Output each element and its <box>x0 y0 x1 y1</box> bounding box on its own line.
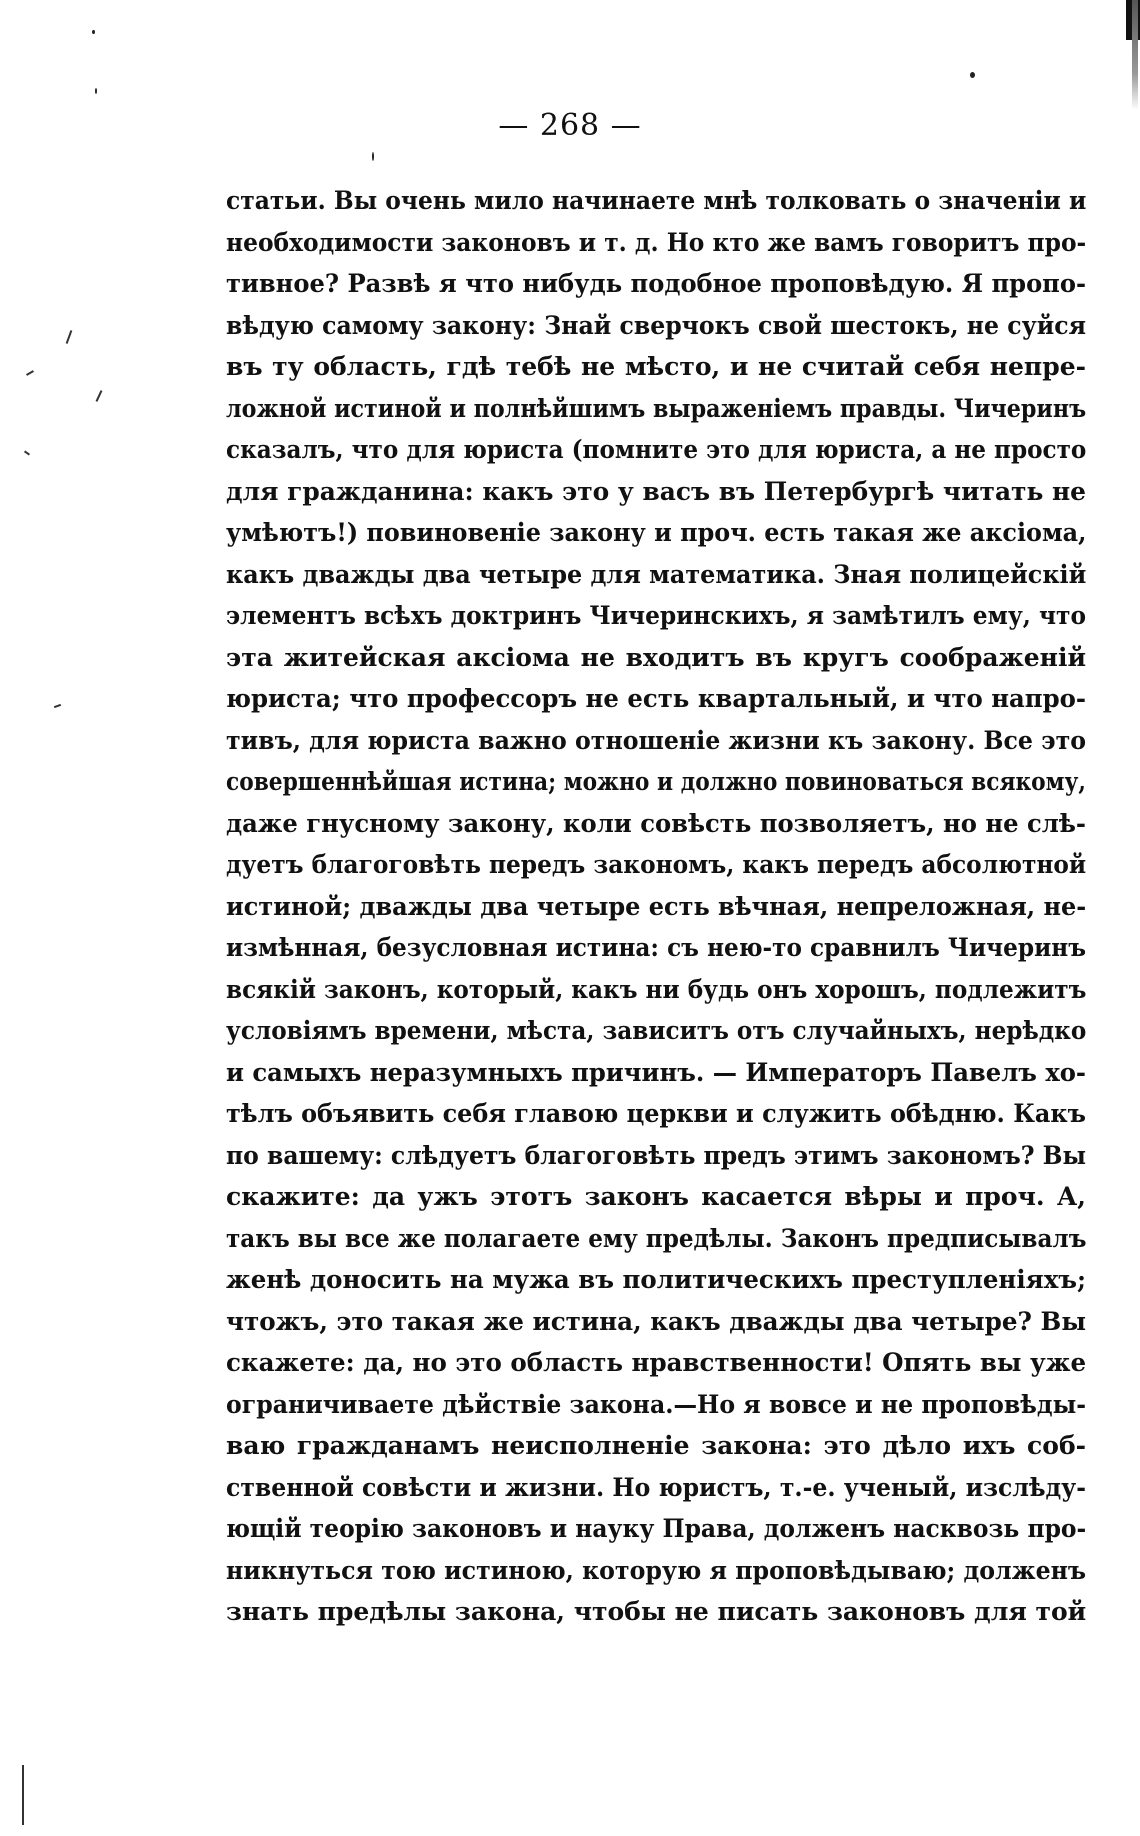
text-line: даже гнусному закону, коли совѣсть позволяетъ, но не слѣ- <box>226 808 1086 838</box>
text-line: измѣнная, безусловная истина: съ нею-то сравнилъ Чичеринъ <box>226 933 1086 962</box>
text-line: чтожъ, это такая же истина, какъ дважды два четыре? Вы <box>226 1306 1086 1336</box>
scan-margin-mark <box>24 450 30 455</box>
text-line: женѣ доносить на мужа въ политическихъ преступленіяхъ; <box>226 1265 1086 1294</box>
scan-speck <box>92 30 95 34</box>
text-line: дуетъ благоговѣть передъ закономъ, какъ передъ абсолютной <box>226 850 1086 879</box>
scan-margin-mark <box>26 370 34 376</box>
text-line: скажите: да ужъ этотъ законъ касается вѣры и проч. А, <box>226 1182 1086 1211</box>
text-line: знать предѣлы закона, чтобы не писать законовъ для той <box>226 1597 1086 1626</box>
scan-margin-mark <box>66 330 73 344</box>
scan-speck <box>970 72 975 78</box>
text-line: ющій теорію законовъ и науку Права, долженъ насквозь про- <box>226 1514 1086 1543</box>
text-line: никнуться тою истиною, которую я проповѣдываю; долженъ <box>226 1555 1086 1585</box>
page-number: — 268 — <box>498 108 642 143</box>
text-line: вѣдую самому закону: Знай сверчокъ свой шестокъ, не суйся <box>226 310 1086 340</box>
text-line: совершеннѣйшая истина; можно и должно повиноваться всякому, <box>226 767 1086 796</box>
scan-margin-mark <box>22 1765 24 1825</box>
scan-margin-mark <box>96 390 103 402</box>
text-line: юриста; что профессоръ не есть квартальный, и что напро- <box>226 684 1086 713</box>
text-line: тѣлъ объявить себя главою церкви и служить обѣдню. Какъ <box>226 1099 1086 1128</box>
text-line: статьи. Вы очень мило начинаете мнѣ толковать о значеніи и <box>226 186 1086 215</box>
text-line: эта житейская аксіома не входитъ въ кругъ соображеній <box>226 642 1086 672</box>
text-line: элементъ всѣхъ доктринъ Чичеринскихъ, я замѣтилъ ему, что <box>226 601 1086 630</box>
text-line: для гражданина: какъ это у васъ въ Петербургѣ читать не <box>226 476 1086 506</box>
text-line: сказалъ, что для юриста (помните это для юриста, а не просто <box>226 435 1086 464</box>
scan-speck <box>95 88 97 94</box>
text-line: какъ дважды два четыре для математика. Зная полицейскій <box>226 559 1086 589</box>
text-line: ваю гражданамъ неисполненіе закона: это дѣло ихъ соб- <box>226 1431 1086 1460</box>
text-line: скажете: да, но это область нравственности! Опять вы уже <box>226 1348 1086 1377</box>
scan-speck <box>372 152 374 161</box>
text-line: ственной совѣсти и жизни. Но юристъ, т.-е. ученый, изслѣду- <box>226 1472 1086 1502</box>
text-line: условіямъ времени, мѣста, зависитъ отъ случайныхъ, нерѣдко <box>226 1016 1086 1045</box>
text-line: по вашему: слѣдуетъ благоговѣть предъ этимъ закономъ? Вы <box>226 1140 1086 1170</box>
text-line: ограничиваете дѣйствіе закона.—Но я вовсе и не проповѣды- <box>226 1389 1086 1419</box>
text-line: всякій законъ, который, какъ ни будь онъ хорошъ, подлежитъ <box>226 974 1086 1004</box>
text-line: тивъ, для юриста важно отношеніе жизни къ закону. Все это <box>226 725 1086 755</box>
text-line: необходимости законовъ и т. д. Но кто же вамъ говоритъ про- <box>226 227 1086 257</box>
scan-edge-shadow <box>1132 0 1138 1836</box>
text-line: умѣютъ!) повиновеніе закону и проч. есть такая же аксіома, <box>226 518 1086 547</box>
text-line: такъ вы все же полагаете ему предѣлы. Законъ предписывалъ <box>226 1223 1086 1253</box>
text-line: въ ту область, гдѣ тебѣ не мѣсто, и не считай себя непре- <box>226 352 1086 381</box>
scan-margin-mark <box>54 704 61 708</box>
text-line: истиной; дважды два четыре есть вѣчная, непреложная, не- <box>226 891 1086 921</box>
body-text <box>226 180 1086 1650</box>
text-line: тивное? Развѣ я что нибудь подобное проповѣдую. Я пропо- <box>226 269 1086 298</box>
text-line: ложной истиной и полнѣйшимъ выраженіемъ правды. Чичеринъ <box>226 393 1086 423</box>
text-line: и самыхъ неразумныхъ причинъ. — Императоръ Павелъ хо- <box>226 1057 1086 1087</box>
